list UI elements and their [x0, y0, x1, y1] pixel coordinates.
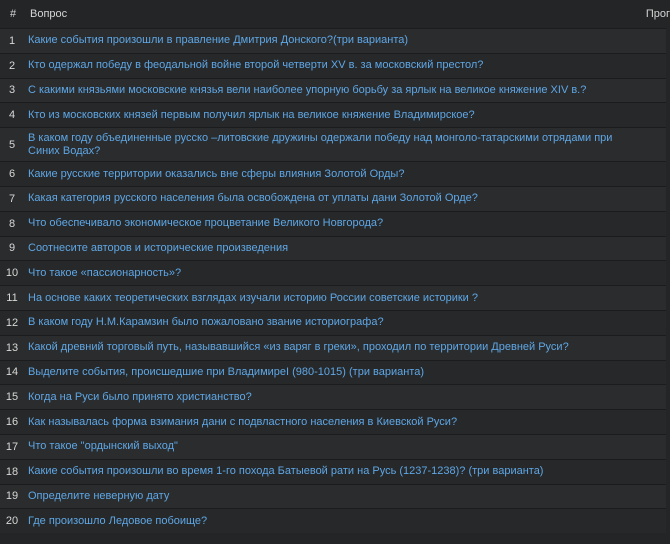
question-link[interactable]: В каком году Н.М.Карамзин было пожаловано звание историографа?	[28, 316, 384, 329]
header-question: Вопрос	[30, 8, 68, 20]
row-number: 6	[8, 168, 16, 181]
question-link[interactable]: Где произошло Ледовое побоище?	[28, 514, 208, 527]
table-row	[0, 285, 666, 310]
row-number: 1	[8, 34, 16, 47]
table-row	[0, 360, 666, 385]
table-row	[0, 260, 666, 285]
table-row	[0, 28, 666, 53]
row-number: 16	[5, 416, 19, 429]
table-row	[0, 434, 666, 459]
question-link[interactable]: Какие события произошли в правление Дмитрия Донского?(три варианта)	[28, 34, 409, 47]
header-number: #	[9, 8, 17, 20]
row-number: 7	[8, 192, 16, 205]
question-link[interactable]: Соотнесите авторов и исторические произведения	[28, 241, 289, 254]
table-row	[0, 409, 666, 434]
row-number: 20	[5, 515, 19, 528]
row-number: 19	[5, 490, 19, 503]
row-number: 4	[8, 109, 16, 122]
question-link[interactable]: Кто одержал победу в феодальной войне второй четверти XV в. за московский престол?	[28, 59, 484, 72]
question-link[interactable]: Что такое «пассионарность»?	[28, 266, 182, 279]
question-link[interactable]: Какие русские территории оказались вне сферы влияния Золотой Орды?	[28, 167, 405, 180]
row-number: 12	[5, 316, 19, 329]
row-number: 14	[5, 366, 19, 379]
question-link[interactable]: Как называлась форма взимания дани с подвластного населения в Киевской Руси?	[28, 415, 458, 428]
row-number: 9	[8, 242, 16, 255]
table-row	[0, 78, 666, 103]
table-header	[0, 0, 670, 28]
row-number: 10	[5, 267, 19, 280]
question-link[interactable]: Когда на Руси было принято христианство?	[28, 390, 252, 403]
table-row	[0, 508, 666, 533]
question-link[interactable]: На основе каких теоретических взглядах изучали историю России советские историки ?	[28, 291, 478, 304]
question-link[interactable]: В каком году объединенные русско –литовские дружины одержали победу над монголо-татарскими отрядами при Синих Водах?	[28, 131, 613, 157]
table-row	[0, 102, 666, 127]
question-link[interactable]: Какая категория русского населения была освобождена от уплаты дани Золотой Орде?	[28, 192, 478, 205]
question-link[interactable]: Какие события произошли во время 1-го похода Батыевой рати на Русь (1237-1238)? (три варианта)	[28, 465, 544, 478]
table-row	[0, 186, 666, 211]
table-row	[0, 310, 666, 335]
row-number: 3	[8, 84, 16, 97]
table-row	[0, 484, 666, 509]
header-progress: Прог	[645, 8, 670, 20]
row-number: 11	[6, 292, 18, 305]
row-number: 17	[5, 440, 19, 453]
table-row	[0, 161, 666, 186]
question-link[interactable]: Какой древний торговый путь, называвшийся «из варяг в греки», проходил по территории Древней Руси?	[28, 341, 569, 354]
table-row	[0, 236, 666, 261]
table-row	[0, 384, 666, 409]
table-row	[0, 53, 666, 78]
table-row	[0, 127, 666, 161]
question-link[interactable]: Определите неверную дату	[28, 489, 170, 502]
question-link[interactable]: Что обеспечивало экономическое процветание Великого Новгорода?	[28, 217, 384, 230]
table-row	[0, 459, 666, 484]
row-number: 18	[5, 465, 19, 478]
row-number: 13	[5, 341, 19, 354]
row-number: 15	[5, 391, 19, 404]
question-link[interactable]: Выделите события, происшедшие при ВладимиреI (980-1015) (три варианта)	[28, 365, 425, 378]
row-number: 2	[8, 59, 16, 72]
question-link[interactable]: Что такое "ордынский выход"	[28, 440, 178, 453]
question-link[interactable]: С какими князьями московские князья вели наиболее упорную борьбу за ярлык на великое княжение XIV в.?	[28, 83, 587, 96]
row-number: 5	[8, 138, 16, 151]
row-number: 8	[8, 217, 16, 230]
table-row	[0, 335, 666, 360]
table-body	[0, 28, 666, 533]
question-link[interactable]: Кто из московских князей первым получил ярлык на великое княжение Владимирское?	[28, 108, 475, 121]
table-row	[0, 211, 666, 236]
